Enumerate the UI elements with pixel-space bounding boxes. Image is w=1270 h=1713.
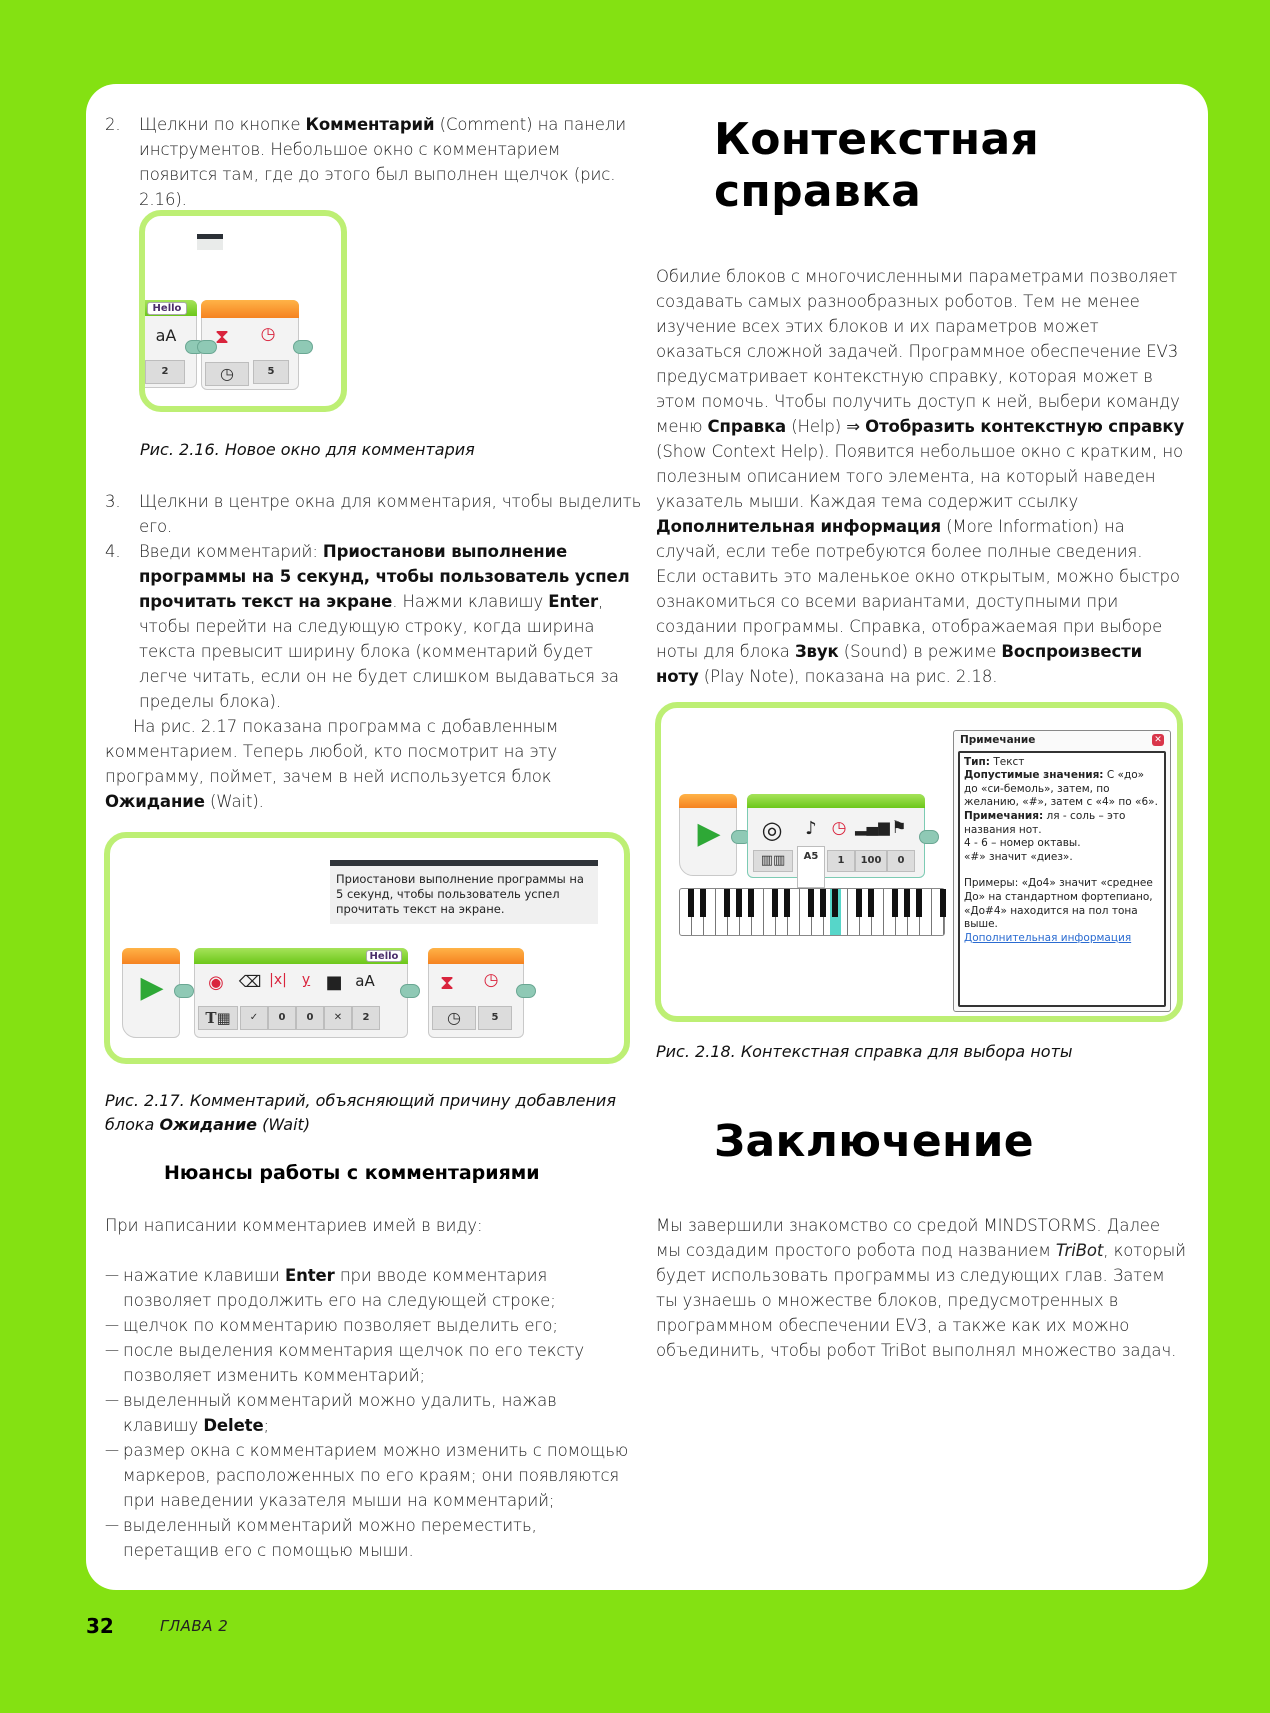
context-help-heading: Контекстная справка [714,114,1040,217]
figure-2-17 [104,832,630,1064]
connector [516,984,536,998]
step-4: 4. Введи комментарий: Приостанови выполнение программы на 5 секунд, чтобы пользователь успел прочитать текст на экране. Нажми клавишу Enter, чтобы перейти на следующую строку, когда ширина текста превысит ширину блока (комментарий будет легче читать, если он не будет слишком выдаваться за пределы блока). [105,542,630,711]
figure-2-17-caption: Рис. 2.17. Комментарий, объясняющий причину добавления блока Ожидание (Wait) [105,1091,616,1134]
step-number: 2. [105,115,121,134]
volume-param[interactable]: 100 [855,850,887,872]
fig-2-17-intro-paragraph: На рис. 2.17 показана программа с добавленным комментарием. Теперь любой, кто посмотрит на эту программу, поймет, зачем в ней используется блок Ожидание (Wait). [105,717,559,811]
context-help-window [953,730,1171,1012]
hello-label: Hello [366,950,402,962]
hello-label: Hello [147,302,187,315]
step-3: 3. Щелкни в центре окна для комментария, чтобы выделить его. [105,492,642,536]
display-mode-selector[interactable]: T▦ [198,1006,238,1030]
figure-2-18-caption: Рис. 2.18. Контекстная справка для выбора ноты [656,1042,1073,1061]
display-param: 2 [145,360,185,384]
color-icon: ■ [325,972,343,993]
eraser-icon: ⌫ [238,972,262,991]
list-item: — щелчок по комментарию позволяет выделить его; [105,1313,635,1338]
timer-icon: ◷ [831,818,847,838]
figure-2-16 [139,210,347,412]
display-param[interactable]: 2 [352,1006,380,1030]
figure-2-16-caption: Рис. 2.16. Новое окно для комментария [140,440,475,459]
nuances-list [105,1263,635,1563]
help-window-title: Примечание [960,734,1036,746]
display-param[interactable]: 0 [296,1006,324,1030]
wait-block-header [428,948,524,964]
display-param[interactable]: 0 [268,1006,296,1030]
black-keys [680,889,946,917]
conclusion-paragraph: Мы завершили знакомство со средой MINDSTORMS. Далее мы создадим простого робота под названием TriBot, который будет использовать программы из следующих глав. Затем ты узнаешь о множестве блоков, предусмотренных в программном обеспечении EV3, а также как их можно объединить, чтобы робот TriBot выполнял множество задач. [656,1216,1186,1360]
display-mode-icon: ◉ [208,972,224,993]
piano-keyboard[interactable] [679,888,945,936]
duration-param[interactable]: 1 [827,850,855,872]
wait-seconds-param[interactable]: 5 [253,360,289,384]
wait-mode-selector[interactable]: ◷ [432,1006,476,1030]
more-information-link[interactable]: Дополнительная информация [964,931,1132,944]
play-icon: ▶ [140,970,164,1005]
timer-icon: ◷ [260,324,276,344]
sound-block-header [747,794,925,808]
connector [174,984,194,998]
display-param[interactable]: ✓ [240,1006,268,1030]
start-block-header [679,794,737,808]
figure-2-18 [655,702,1183,1022]
chapter-label: ГЛАВА 2 [160,1617,229,1635]
page-number: 32 [86,1614,114,1638]
font-size-icon: aA [155,326,177,345]
step-2: 2. Щелкни по кнопке Комментарий (Comment) на панели инструментов. Небольшое окно с комментарием появится там, где до этого был выполнен щелчок (рис. 2.16). [105,112,635,212]
program-comment[interactable]: Приостанови выполнение программы на 5 секунд, чтобы пользователь успел прочитать текст на экране. [330,860,598,924]
nuances-intro: При написании комментариев имей в виду: [105,1216,483,1235]
hourglass-icon: ⧗ [439,970,455,994]
y-coordinate-icon: y [301,972,311,988]
start-block-header [122,948,180,964]
comment-button-name: Комментарий [305,115,435,134]
sound-mode-selector[interactable]: ▥▥ [753,850,793,872]
wait-mode-selector[interactable]: ◷ [205,362,249,386]
connector [919,830,939,844]
speaker-icon: ◎ [761,816,783,844]
conclusion-heading: Заключение [714,1116,1034,1167]
play-type-flag-icon: ⚑ [891,818,907,838]
help-window-body: Тип: Текст Допустимые значения: С «до» до «си-бемоль», затем, по желанию, «#», затем с «4» по «6». Примечания: ля - соль – это названия нот. 4 - 6 – номер октавы. «#» значит «диез». Примеры: «До4» значит «среднее До» на стандартном фортепиано, «До#4» находится на пол тона выше. Дополнительная информация [958,751,1166,1007]
x-coordinate-icon: |x| [269,972,287,988]
new-comment-window [197,234,223,250]
note-icon: ♪ [805,818,817,839]
play-type-param[interactable]: 0 [887,850,915,872]
wait-block-header [201,300,299,318]
nuances-heading: Нюансы работы с комментариями [164,1162,540,1184]
timer-icon: ◷ [483,970,499,990]
list-item: — выделенный комментарий можно переместить, перетащив его с помощью мыши. [105,1513,635,1563]
note-param[interactable]: A5 [797,846,825,888]
connector [293,340,313,354]
play-icon: ▶ [697,816,721,851]
font-size-icon: aA [355,972,375,990]
display-param[interactable]: ✕ [324,1006,352,1030]
list-item: — после выделения комментария щелчок по его тексту позволяет изменить комментарий; [105,1338,635,1388]
list-item: — выделенный комментарий можно удалить, нажав клавишу Delete; [105,1388,635,1438]
list-item: — нажатие клавиши Enter при вводе комментария позволяет продолжить его на следующей строке; [105,1263,635,1313]
context-help-paragraph: Обилие блоков с многочисленными параметрами позволяет создавать самых разнообразных роботов. Тем не менее изучение всех этих блоков и их параметров может оказаться сложной задачей. Программное обеспечение EV3 предусматривает контекстную справку, которая может в этом помочь. Чтобы получить доступ к ней, выбери команду меню Справка (Help) ⇒ Отобразить контекстную справку (Show Context Help). Появится небольшое окно с кратким, но полезным описанием того элемента, на который наведен указатель мыши. Каждая тема содержит ссылку Дополнительная информация (More Information) на случай, если тебе потребуются более полные сведения. Если оставить это маленькое окно открытым, можно быстро ознакомиться со всеми вариантами, доступными при создании программы. Справка, отображаемая при выборе ноты для блока Звук (Sound) в режиме Воспроизвести ноту (Play Note), показана на рис. 2.18. [656,267,1185,686]
list-item: — размер окна с комментарием можно изменить с помощью маркеров, расположенных по его краям; они появляются при наведении указателя мыши на комментарий; [105,1438,635,1513]
volume-icon: ▂▄▆ [855,818,890,836]
connector [400,984,420,998]
close-icon[interactable]: ✕ [1152,734,1164,746]
hourglass-icon: ⧗ [214,324,230,348]
wait-seconds-param[interactable]: 5 [478,1006,512,1030]
